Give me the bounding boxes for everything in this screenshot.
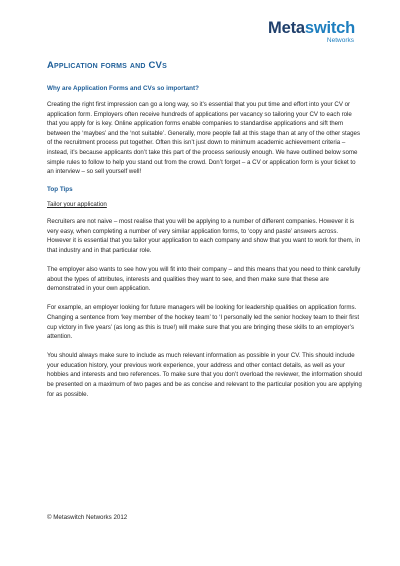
- tip-paragraph: The employer also wants to see how you will fit into their company – and this means that you need to think carefully about the types of attributes, interests and qualities they want to see, and then make sure that these are demonstrated in your own application.: [47, 266, 361, 293]
- copyright-footer: © Metaswitch Networks 2012: [47, 514, 128, 521]
- logo-subtitle: Networks: [326, 36, 354, 44]
- logo-word-part1: Meta: [268, 19, 305, 37]
- logo-word-part2: switch: [304, 19, 355, 37]
- tips-heading: Top Tips: [47, 186, 73, 194]
- tip-paragraph: You should always make sure to include as much relevant information as possible in your CV. This should include your education history, your previous work experience, your address and other contact details, as well as your hobbies and interests and two references. To make sure that you don’t overload the reviewer, the information should be presented on a maximum of two pages and be as concise and relevant to the particular position you are applying for as possible.: [47, 352, 362, 398]
- tip-paragraph: Recruiters are not naive – most realise that you will be applying to a number of different companies. However it is very easy, when completing a number of very similar application forms, to ‘copy and paste’ answers across. However it is essential that you tailor your application to each company and show that you want to work for them, in that industry and in that particular role.: [47, 218, 360, 255]
- tip-heading-tailor: Tailor your application: [47, 201, 107, 209]
- intro-paragraph: Creating the right first impression can go a long way, so it’s essential that you put time and effort into your CV or application form. Employers often receive hundreds of applications per vacancy so tailoring your CV to each role that you apply for is key. Online application forms enable companies to standardise applications and sift them between the ‘maybes’ and the ‘not suitable’. Generally, more people fall at this stage than at any of the other stages of the recruitment process put together. Often this isn’t just down to minimum academic achievement criteria – instead, it’s because applicants don’t take this part of the process seriously enough. We have outlined below some simple rules to follow to help you stand out from the crowd. Don’t forget – a CV or application form is your ticket to an interview – so sell yourself well!: [47, 101, 361, 176]
- document-body: [47, 60, 362, 409]
- metaswitch-logo: [268, 20, 355, 44]
- logo-wordmark: [268, 20, 355, 37]
- section-heading-importance: Why are Application Forms and CVs so important?: [47, 85, 199, 92]
- tip-paragraph: For example, an employer looking for future managers will be looking for leadership qualities on application forms. Changing a sentence from ‘key member of the hockey team’ to ‘I personally led the senior hockey team to their first cup victory in five years’ (as long as this is true!) will make sure that you are bringing these skills to an employer’s attention.: [47, 304, 360, 341]
- page-title: Application forms and CVs: [47, 60, 167, 71]
